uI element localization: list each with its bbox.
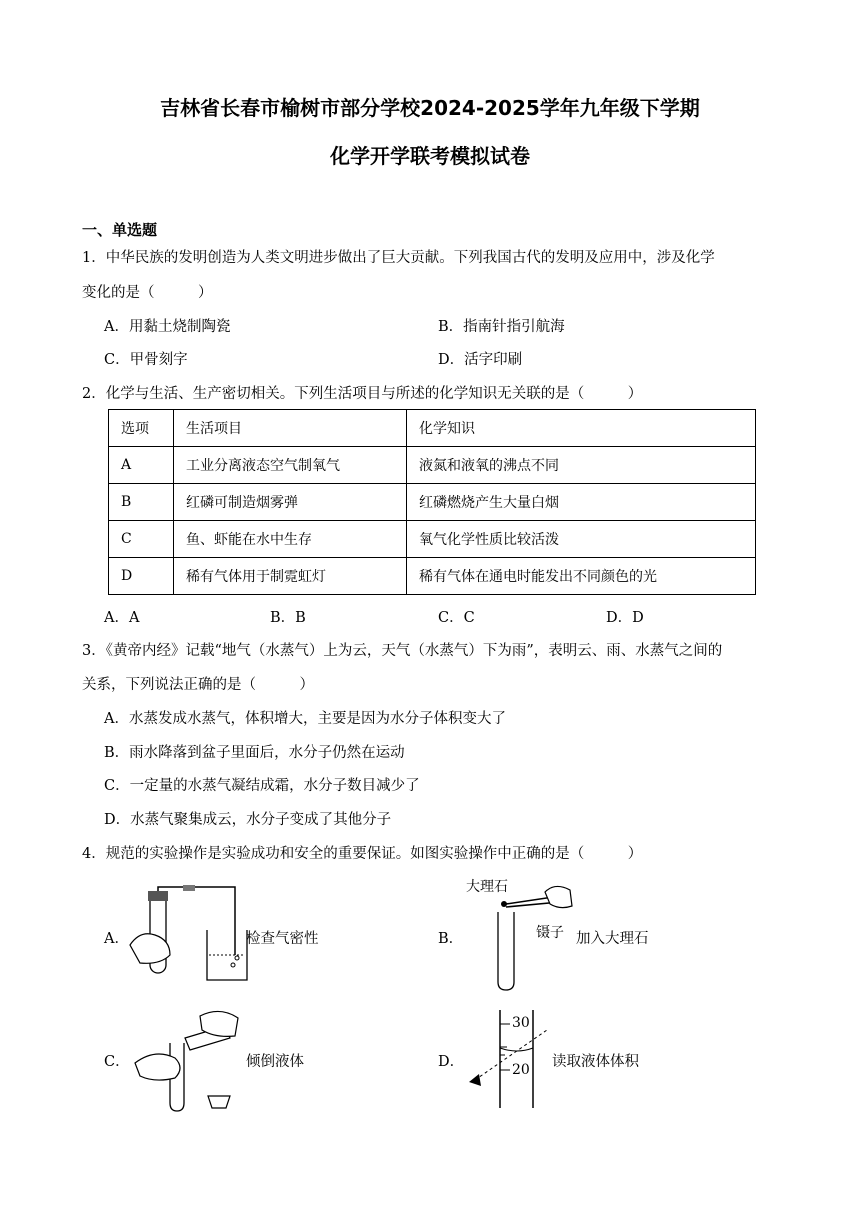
table-row [109,484,756,521]
q2-stem: 2．化学与生活、生产密切相关。下列生活项目与所述的化学知识无关联的是（ ） [82,386,643,402]
airtightness-check-illustration [125,885,250,985]
tick-label-30: 30 [512,1015,530,1031]
table-cell: 红磷可制造烟雾弹 [174,484,407,521]
table-header-row [109,410,756,447]
table-cell: B [109,484,174,521]
q4-stem: 4．规范的实验操作是实验成功和安全的重要保证。如图实验操作中正确的是（ ） [82,846,643,862]
q3-option-d[interactable]: D．水蒸气聚集成云，水分子变成了其他分子 [104,812,392,828]
section-heading: 一、单选题 [82,221,158,239]
graduated-cylinder-illustration [465,1010,550,1110]
q4-option-a-letter[interactable]: A． [104,931,129,947]
table-header-cell: 生活项目 [174,410,407,447]
table-cell: 稀有气体在通电时能发出不同颜色的光 [407,558,756,595]
table-cell: 工业分离液态空气制氧气 [174,447,407,484]
q4-option-b-caption: 加入大理石 [576,931,649,947]
table-cell: 红磷燃烧产生大量白烟 [407,484,756,521]
q1-option-d[interactable]: D．活字印刷 [438,352,523,368]
q4-option-c-caption: 倾倒液体 [246,1054,304,1070]
q4-option-c-letter[interactable]: C． [104,1054,130,1070]
table-row [109,558,756,595]
title-line-1: 吉林省长春市榆树市部分学校2024-2025学年九年级下学期 [160,96,700,120]
table-cell: 稀有气体用于制霓虹灯 [174,558,407,595]
table-cell: 鱼、虾能在水中生存 [174,521,407,558]
marble-label: 大理石 [466,879,508,895]
table-cell: A [109,447,174,484]
q3-stem-line1: 3．《黄帝内经》记载“地气（水蒸气）上为云，天气（水蒸气）下为雨”，表明云、雨、水蒸气之间的 [82,643,723,659]
table-cell: D [109,558,174,595]
table-cell: 液氮和液氧的沸点不同 [407,447,756,484]
q1-option-b[interactable]: B．指南针指引航海 [438,319,565,335]
table-cell: 氧气化学性质比较活泼 [407,521,756,558]
q3-option-b[interactable]: B．雨水降落到盆子里面后，水分子仍然在运动 [104,745,405,761]
q3-option-a[interactable]: A．水蒸发成水蒸气，体积增大，主要是因为水分子体积变大了 [104,711,506,727]
q4-option-d-caption: 读取液体体积 [552,1054,639,1070]
tick-label-20: 20 [512,1062,530,1078]
q3-stem-line2: 关系，下列说法正确的是（ ） [82,677,314,693]
table-cell: C [109,521,174,558]
q1-stem-line2: 变化的是（ ） [82,285,213,301]
pouring-liquid-illustration [130,1008,245,1113]
table-row [109,447,756,484]
title-line-2: 化学开学联考模拟试卷 [330,144,530,168]
q1-stem-line1: 1．中华民族的发明创造为人类文明进步做出了巨大贡献。下列我国古代的发明及应用中，涉及化学 [82,250,715,266]
q4-option-b-letter[interactable]: B． [438,931,464,947]
table-header-cell: 选项 [109,410,174,447]
q2-option-a[interactable]: A．A [104,610,140,626]
q1-option-a[interactable]: A．用黏土烧制陶瓷 [104,319,231,335]
q4-option-d-letter[interactable]: D． [438,1054,465,1070]
q2-option-d[interactable]: D．D [606,610,644,626]
table-header-cell: 化学知识 [407,410,756,447]
marble-tweezers-illustration [490,882,575,992]
q1-option-c[interactable]: C．甲骨刻字 [104,352,188,368]
tweezers-label: 镊子 [536,925,564,941]
q2-table [108,409,756,595]
q3-option-c[interactable]: C．一定量的水蒸气凝结成霜，水分子数目减少了 [104,778,420,794]
table-row [109,521,756,558]
q2-option-c[interactable]: C．C [438,610,475,626]
q2-option-b[interactable]: B．B [270,610,306,626]
q4-option-a-caption: 检查气密性 [246,931,319,947]
